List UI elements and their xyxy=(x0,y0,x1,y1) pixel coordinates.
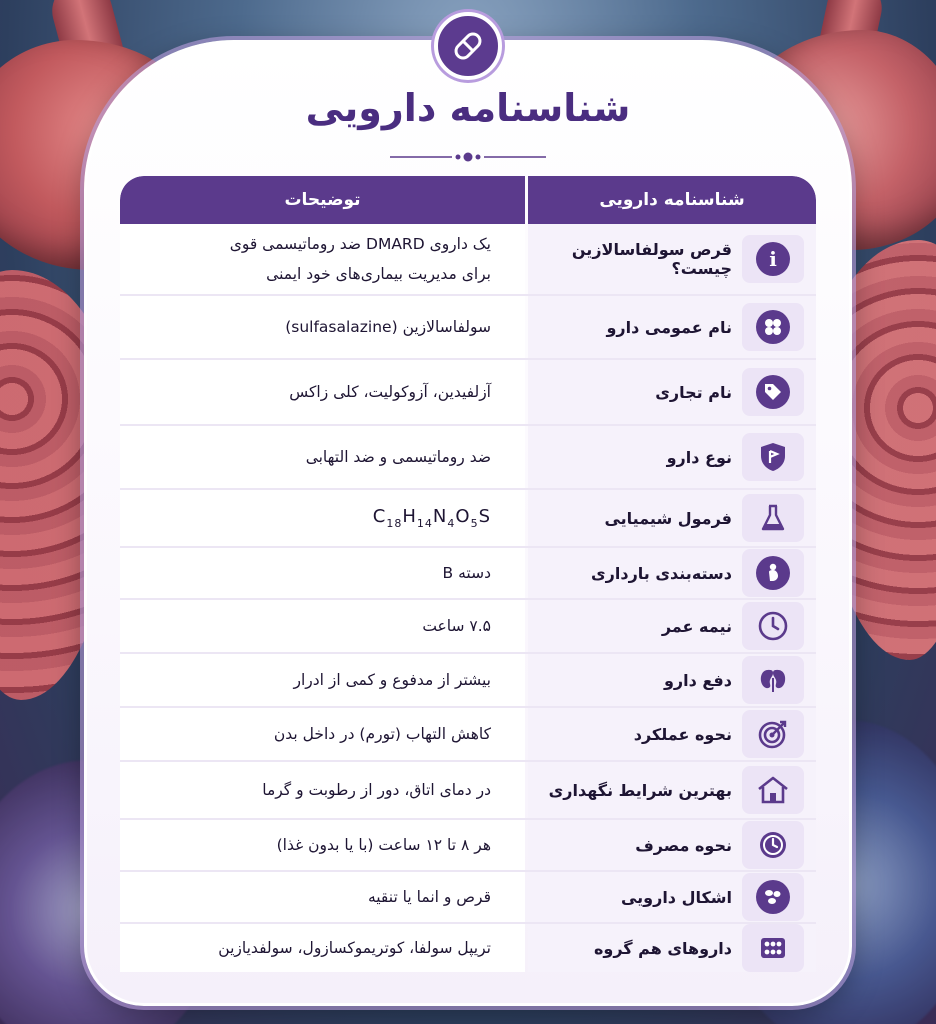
table-row xyxy=(120,924,816,972)
row-name: نام تجاری xyxy=(655,382,732,402)
row-name: نیمه عمر xyxy=(661,616,732,636)
row-description xyxy=(120,224,525,294)
row-name-cell xyxy=(528,600,816,652)
pregnant-icon xyxy=(742,549,804,597)
row-name-cell xyxy=(528,762,816,818)
row-name: نوع دارو xyxy=(666,447,732,467)
target-icon xyxy=(742,710,804,758)
flask-icon xyxy=(742,494,804,542)
table-row xyxy=(120,224,816,296)
row-description: در دمای اتاق، دور از رطوبت و گرما xyxy=(120,762,525,818)
row-description-line: برای مدیریت بیماری‌های خود ایمنی xyxy=(266,265,491,283)
info-icon: i xyxy=(742,235,804,283)
row-name: نام عمومی دارو xyxy=(606,317,732,337)
row-name: نحوه عملکرد xyxy=(633,724,732,744)
row-description: ۷.۵ ساعت xyxy=(120,600,525,652)
row-description: قرص و انما یا تنقیه xyxy=(120,872,525,922)
row-name-cell xyxy=(528,296,816,358)
house-icon xyxy=(742,766,804,814)
row-name: بهترین شرایط نگهداری xyxy=(548,780,732,800)
page-title: شناسنامه دارویی xyxy=(305,86,631,130)
row-name-cell xyxy=(528,426,816,488)
table-row xyxy=(120,654,816,708)
row-name: دفع دارو xyxy=(663,670,732,690)
timer-icon xyxy=(742,821,804,869)
table-row xyxy=(120,360,816,426)
tablets-icon xyxy=(742,873,804,921)
row-name-cell xyxy=(528,708,816,760)
row-description: آزلفیدین، آزوکولیت، کلی زاکس xyxy=(120,360,525,424)
header-description: توضیحات xyxy=(120,176,525,224)
row-name-cell xyxy=(528,548,816,598)
row-description: دسته B xyxy=(120,548,525,598)
table-row xyxy=(120,820,816,872)
row-name: فرمول شیمیایی xyxy=(604,508,732,528)
table-row xyxy=(120,490,816,548)
table-row xyxy=(120,600,816,654)
row-description xyxy=(120,490,525,546)
kidney-icon xyxy=(742,656,804,704)
row-name-cell xyxy=(528,820,816,870)
table-row xyxy=(120,762,816,820)
table-row xyxy=(120,548,816,600)
table-header xyxy=(120,176,816,224)
row-name: نحوه مصرف xyxy=(635,835,732,855)
row-name-cell xyxy=(528,872,816,922)
capsule-icon xyxy=(450,28,486,64)
table-row xyxy=(120,426,816,490)
table-row xyxy=(120,296,816,360)
clock-icon xyxy=(742,602,804,650)
row-description: کاهش التهاب (تورم) در داخل بدن xyxy=(120,708,525,760)
row-name-cell xyxy=(528,654,816,706)
row-description: تریپل سولفا، کوتریموکسازول، سولفدیازین xyxy=(120,924,525,972)
row-name: داروهای هم گروه xyxy=(593,938,732,958)
table-row xyxy=(120,708,816,762)
title-divider xyxy=(390,150,546,164)
header-name: شناسنامه دارویی xyxy=(528,176,816,224)
row-name: قرص سولفاسالازین چیست؟ xyxy=(571,240,732,278)
drug-info-table xyxy=(120,176,816,966)
row-name-cell xyxy=(528,490,816,546)
row-name-cell xyxy=(528,360,816,424)
blister-icon xyxy=(742,924,804,972)
row-name-cell xyxy=(528,224,816,294)
chemical-formula: $C_{18}H_{14}N_4O_5S$ xyxy=(372,506,491,530)
row-name: اشکال دارویی xyxy=(620,887,732,907)
shield-icon xyxy=(742,433,804,481)
row-description: سولفاسالازین (sulfasalazine) xyxy=(120,296,525,358)
tag-icon xyxy=(742,368,804,416)
pill-badge xyxy=(434,12,502,80)
row-description: هر ۸ تا ۱۲ ساعت (با یا بدون غذا) xyxy=(120,820,525,870)
pills-icon xyxy=(742,303,804,351)
row-description-line: یک داروی DMARD ضد روماتیسمی قوی xyxy=(229,235,491,253)
row-name-cell xyxy=(528,924,816,972)
table-row xyxy=(120,872,816,924)
row-description: بیشتر از مدفوع و کمی از ادرار xyxy=(120,654,525,706)
row-description: ضد روماتیسمی و ضد التهابی xyxy=(120,426,525,488)
row-name: دسته‌بندی بارداری xyxy=(591,563,732,583)
